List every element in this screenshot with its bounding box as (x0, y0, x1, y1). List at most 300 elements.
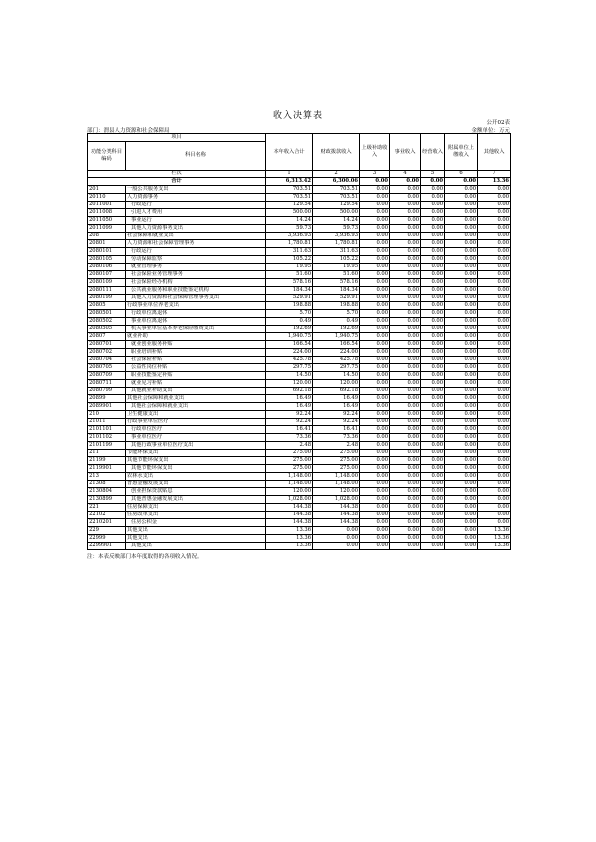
row-value: 0.00 (445, 271, 478, 279)
row-value: 0.00 (390, 217, 421, 225)
row-subject-name: 引进人才费用 (126, 209, 266, 217)
row-code: 2080702 (88, 348, 126, 356)
department-label: 部门：渭县人力资源和社会保障局 (87, 128, 170, 134)
row-value: 0.00 (360, 395, 390, 403)
row-value: 0.00 (445, 201, 478, 209)
table-row (88, 255, 511, 263)
row-value: 144.38 (313, 519, 360, 527)
row-value: 311.63 (266, 248, 313, 256)
row-value: 0.00 (421, 209, 445, 217)
row-value: 224.00 (266, 348, 313, 356)
row-value: 0.00 (445, 333, 478, 341)
row-value: 0.00 (445, 511, 478, 519)
row-value: 0.00 (360, 317, 390, 325)
row-value: 0.00 (360, 519, 390, 527)
row-subject-name: 其他支出 (126, 542, 266, 550)
row-value: 120.00 (313, 379, 360, 387)
row-subject-name: 其他行政事业单位医疗支出 (126, 441, 266, 449)
row-value: 297.75 (266, 364, 313, 372)
row-code: 21308 (88, 480, 126, 488)
row-value: 73.36 (313, 434, 360, 442)
row-value: 0.00 (421, 441, 445, 449)
total-value: 6,300.06 (313, 178, 360, 186)
row-code: 208 (88, 232, 126, 240)
row-code: 2011001 (88, 201, 126, 209)
row-value: 144.38 (266, 503, 313, 511)
row-value: 0.00 (478, 302, 511, 310)
row-value: 297.75 (313, 364, 360, 372)
row-value: 0.00 (478, 480, 511, 488)
row-value: 0.00 (421, 457, 445, 465)
row-value: 0.00 (478, 434, 511, 442)
row-code: 2080199 (88, 294, 126, 302)
row-value: 0.00 (421, 426, 445, 434)
row-subject-name: 就业补助 (126, 333, 266, 341)
total-label: 合计 (88, 178, 266, 186)
table-row (88, 441, 511, 449)
row-value: 0.00 (390, 465, 421, 473)
row-value: 0.00 (360, 364, 390, 372)
row-value: 0.00 (478, 488, 511, 496)
row-value: 692.18 (266, 387, 313, 395)
row-value: 0.00 (445, 426, 478, 434)
row-value: 500.00 (266, 209, 313, 217)
row-value: 0.00 (390, 302, 421, 310)
row-value: 0.00 (360, 449, 390, 457)
table-row (88, 403, 511, 411)
row-value: 0.00 (390, 534, 421, 542)
header-fiscal-appropriation: 财政拨款收入 (313, 134, 360, 171)
row-value: 0.00 (390, 542, 421, 550)
row-subject-name: 社会保险补贴 (126, 356, 266, 364)
row-value: 0.00 (360, 403, 390, 411)
row-subject-name: 普惠金融发展支出 (126, 480, 266, 488)
row-value: 19.95 (313, 263, 360, 271)
row-value: 0.00 (478, 217, 511, 225)
row-value: 0.00 (360, 503, 390, 511)
row-value: 0.00 (390, 193, 421, 201)
row-value: 0.00 (421, 496, 445, 504)
row-value: 0.00 (478, 465, 511, 473)
row-code: 2080705 (88, 364, 126, 372)
row-subject-name: 社会保障和就业支出 (126, 232, 266, 240)
table-row (88, 271, 511, 279)
row-code: 21199 (88, 457, 126, 465)
table-row (88, 449, 511, 457)
row-code: 2080701 (88, 341, 126, 349)
row-value: 0.00 (360, 209, 390, 217)
row-value: 0.00 (390, 418, 421, 426)
header-subject-name: 科目名称 (126, 141, 266, 170)
row-value: 0.00 (360, 201, 390, 209)
row-code: 2210201 (88, 519, 126, 527)
row-code: 2080109 (88, 279, 126, 287)
row-value: 120.00 (266, 379, 313, 387)
row-value: 578.16 (266, 279, 313, 287)
row-value: 0.00 (478, 201, 511, 209)
table-row (88, 465, 511, 473)
table-row (88, 317, 511, 325)
row-subject-name: 节能环保支出 (126, 449, 266, 457)
row-code: 221 (88, 503, 126, 511)
row-value: 0.00 (478, 271, 511, 279)
row-value: 500.00 (313, 209, 360, 217)
table-row (88, 519, 511, 527)
table-row (88, 232, 511, 240)
row-value: 0.00 (390, 496, 421, 504)
row-value: 0.00 (360, 542, 390, 550)
row-value: 0.00 (478, 209, 511, 217)
column-index: 2 (313, 170, 360, 178)
row-value: 0.00 (445, 224, 478, 232)
row-value: 0.00 (313, 527, 360, 535)
row-value: 1,148.00 (313, 480, 360, 488)
row-value: 0.00 (445, 232, 478, 240)
row-value: 92.24 (313, 418, 360, 426)
table-row (88, 224, 511, 232)
row-code: 2080105 (88, 255, 126, 263)
row-value: 0.00 (360, 441, 390, 449)
row-value: 703.51 (266, 193, 313, 201)
row-value: 144.38 (313, 503, 360, 511)
row-subject-name: 其他节能环保支出 (126, 465, 266, 473)
row-value: 275.00 (313, 449, 360, 457)
row-value: 0.00 (421, 488, 445, 496)
row-value: 0.00 (390, 379, 421, 387)
row-value: 16.41 (313, 426, 360, 434)
row-code: 2080101 (88, 248, 126, 256)
row-value: 3,936.93 (313, 232, 360, 240)
row-value: 0.00 (421, 271, 445, 279)
row-value: 0.00 (445, 441, 478, 449)
row-code: 20899 (88, 395, 126, 403)
row-code: 2130899 (88, 496, 126, 504)
row-value: 105.22 (313, 255, 360, 263)
row-code: 20801 (88, 240, 126, 248)
row-value: 224.00 (313, 348, 360, 356)
row-subject-name: 社会保险业务管理事务 (126, 271, 266, 279)
row-value: 275.00 (266, 457, 313, 465)
row-value: 16.41 (266, 426, 313, 434)
row-value: 0.00 (313, 534, 360, 542)
row-value: 0.00 (445, 418, 478, 426)
row-value: 0.00 (360, 286, 390, 294)
row-value: 0.00 (445, 255, 478, 263)
table-row (88, 302, 511, 310)
row-value: 0.00 (390, 403, 421, 411)
row-value: 0.00 (360, 193, 390, 201)
row-value: 0.00 (421, 379, 445, 387)
row-value: 192.69 (266, 325, 313, 333)
row-subject-name: 其他人力资源事务支出 (126, 224, 266, 232)
row-code: 2080799 (88, 387, 126, 395)
row-value: 0.00 (478, 496, 511, 504)
row-value: 0.00 (390, 333, 421, 341)
table-row (88, 201, 511, 209)
row-value: 0.00 (390, 372, 421, 380)
row-value: 1,780.81 (266, 240, 313, 248)
row-value: 0.00 (390, 387, 421, 395)
total-value: 0.00 (360, 178, 390, 186)
table-row (88, 364, 511, 372)
row-value: 0.00 (421, 480, 445, 488)
row-value: 1,940.75 (266, 333, 313, 341)
row-value: 1,940.75 (313, 333, 360, 341)
row-value: 0.00 (360, 457, 390, 465)
row-subject-name: 行政运行 (126, 201, 266, 209)
row-subject-name: 住房公积金 (126, 519, 266, 527)
row-value: 0.00 (421, 511, 445, 519)
row-value: 0.00 (421, 333, 445, 341)
row-value: 0.00 (445, 209, 478, 217)
row-value: 129.54 (313, 201, 360, 209)
row-value: 73.36 (266, 434, 313, 442)
row-code: 22999 (88, 534, 126, 542)
row-value: 275.00 (266, 449, 313, 457)
row-subject-name: 住房保障支出 (126, 503, 266, 511)
row-value: 0.00 (478, 364, 511, 372)
row-value: 0.00 (360, 217, 390, 225)
row-value: 529.91 (266, 294, 313, 302)
total-value: 0.00 (445, 178, 478, 186)
row-value: 3,936.93 (266, 232, 313, 240)
row-value: 275.00 (313, 465, 360, 473)
row-value: 0.00 (360, 496, 390, 504)
row-value: 14.50 (266, 372, 313, 380)
row-value: 0.00 (421, 472, 445, 480)
row-value: 120.00 (313, 488, 360, 496)
row-value: 51.60 (266, 271, 313, 279)
row-value: 0.00 (478, 240, 511, 248)
row-value: 0.00 (360, 534, 390, 542)
row-value: 0.00 (445, 302, 478, 310)
row-value: 13.36 (266, 542, 313, 550)
row-value: 703.51 (266, 186, 313, 194)
row-value: 0.00 (445, 364, 478, 372)
row-value: 0.00 (445, 186, 478, 194)
row-value: 0.00 (421, 372, 445, 380)
row-subject-name: 事业单位离退休 (126, 317, 266, 325)
row-value: 0.00 (421, 193, 445, 201)
row-value: 0.00 (390, 472, 421, 480)
row-value: 0.00 (478, 193, 511, 201)
row-value: 0.00 (478, 410, 511, 418)
row-value: 0.00 (421, 527, 445, 535)
row-value: 0.00 (390, 395, 421, 403)
row-value: 13.36 (478, 527, 511, 535)
row-code: 2080505 (88, 325, 126, 333)
row-value: 692.18 (313, 387, 360, 395)
header-project: 项目 (88, 134, 266, 142)
row-value: 0.00 (421, 317, 445, 325)
row-value: 0.00 (478, 294, 511, 302)
row-value: 0.00 (421, 503, 445, 511)
row-value: 0.00 (390, 480, 421, 488)
row-value: 0.00 (478, 224, 511, 232)
row-subject-name: 人力资源事务 (126, 193, 266, 201)
row-value: 425.78 (266, 356, 313, 364)
row-value: 0.00 (421, 434, 445, 442)
row-value: 0.00 (421, 255, 445, 263)
row-value: 0.00 (421, 449, 445, 457)
row-subject-name: 公共就业服务和职业技能鉴定机构 (126, 286, 266, 294)
row-value: 0.00 (360, 302, 390, 310)
row-code: 2011099 (88, 224, 126, 232)
row-value: 0.00 (445, 372, 478, 380)
row-value: 144.38 (313, 511, 360, 519)
row-value: 92.24 (313, 410, 360, 418)
row-value: 5.70 (313, 310, 360, 318)
row-value: 0.00 (360, 186, 390, 194)
row-value: 0.00 (390, 341, 421, 349)
footnote: 注：本表反映部门本年度取得的各项收入情况。 (87, 554, 203, 560)
row-value: 0.00 (421, 248, 445, 256)
row-value: 0.00 (390, 271, 421, 279)
row-value: 13.36 (266, 534, 313, 542)
row-value: 0.00 (360, 372, 390, 380)
row-value: 0.00 (390, 527, 421, 535)
row-subject-name: 事业运行 (126, 217, 266, 225)
row-value: 166.54 (266, 341, 313, 349)
row-value: 0.00 (421, 542, 445, 550)
row-value: 0.00 (445, 325, 478, 333)
row-value: 0.49 (313, 317, 360, 325)
row-value: 92.24 (266, 418, 313, 426)
row-code: 2299901 (88, 542, 126, 550)
row-value: 0.00 (360, 480, 390, 488)
row-subject-name: 行政运行 (126, 248, 266, 256)
row-subject-name: 劳动保障监察 (126, 255, 266, 263)
row-value: 0.00 (445, 488, 478, 496)
row-code: 210 (88, 410, 126, 418)
row-code: 2119901 (88, 465, 126, 473)
amount-unit: 金额单位：万元 (471, 128, 510, 134)
row-value: 0.00 (360, 379, 390, 387)
row-subject-name: 就业创业服务补贴 (126, 341, 266, 349)
row-value: 2.48 (266, 441, 313, 449)
row-value: 0.00 (445, 496, 478, 504)
row-value: 13.36 (478, 534, 511, 542)
row-value: 0.00 (421, 325, 445, 333)
row-code: 2130804 (88, 488, 126, 496)
row-value: 0.00 (360, 426, 390, 434)
row-value: 0.00 (478, 395, 511, 403)
row-subject-name: 行政事业单位医疗 (126, 418, 266, 426)
row-value: 275.00 (266, 465, 313, 473)
row-value: 0.00 (478, 263, 511, 271)
column-index: 1 (266, 170, 313, 178)
row-value: 703.51 (313, 193, 360, 201)
row-value: 0.00 (478, 248, 511, 256)
row-code: 2011008 (88, 209, 126, 217)
column-index: 6 (445, 170, 478, 178)
total-value: 6,313.42 (266, 178, 313, 186)
row-value: 0.00 (360, 232, 390, 240)
row-value: 0.00 (390, 441, 421, 449)
row-value: 0.00 (445, 217, 478, 225)
row-value: 578.16 (313, 279, 360, 287)
row-value: 0.00 (390, 224, 421, 232)
row-value: 5.70 (266, 310, 313, 318)
row-value: 59.73 (313, 224, 360, 232)
row-subject-name: 其他人力资源和社会保障管理事务支出 (126, 294, 266, 302)
row-value: 0.00 (421, 348, 445, 356)
table-row (88, 488, 511, 496)
table-row (88, 426, 511, 434)
row-value: 0.00 (390, 186, 421, 194)
row-value: 0.00 (360, 511, 390, 519)
row-value: 0.00 (445, 387, 478, 395)
column-index: 4 (390, 170, 421, 178)
row-value: 0.00 (390, 434, 421, 442)
table-row (88, 503, 511, 511)
row-value: 0.00 (390, 511, 421, 519)
row-value: 0.00 (421, 279, 445, 287)
row-value: 16.49 (313, 395, 360, 403)
row-value: 0.00 (478, 232, 511, 240)
row-value: 529.91 (313, 294, 360, 302)
row-subject-name: 一般公共服务支出 (126, 186, 266, 194)
row-value: 0.00 (421, 534, 445, 542)
row-subject-name: 行政事业单位养老支出 (126, 302, 266, 310)
row-value: 0.00 (445, 294, 478, 302)
row-value: 0.00 (390, 201, 421, 209)
row-value: 0.00 (421, 232, 445, 240)
row-value: 0.00 (360, 310, 390, 318)
row-value: 0.00 (390, 286, 421, 294)
row-value: 0.00 (360, 263, 390, 271)
header-affiliated-income: 附属单位上缴收入 (445, 134, 478, 171)
table-row (88, 325, 511, 333)
row-code: 2011050 (88, 217, 126, 225)
table-row (88, 348, 511, 356)
row-subject-name: 其他普惠金融发展支出 (126, 496, 266, 504)
row-value: 0.00 (390, 294, 421, 302)
row-value: 0.00 (478, 387, 511, 395)
row-value: 14.50 (313, 372, 360, 380)
table-row (88, 248, 511, 256)
row-value: 0.00 (390, 248, 421, 256)
row-value: 0.00 (445, 286, 478, 294)
row-value: 0.00 (478, 403, 511, 411)
row-value: 0.00 (478, 426, 511, 434)
row-value: 198.88 (313, 302, 360, 310)
row-value: 0.00 (390, 255, 421, 263)
column-index: 7 (478, 170, 511, 178)
row-value: 0.00 (390, 317, 421, 325)
row-subject-name: 创业担保贷款贴息 (126, 488, 266, 496)
row-value: 0.00 (313, 542, 360, 550)
row-value: 0.00 (445, 519, 478, 527)
table-row (88, 472, 511, 480)
row-code: 20805 (88, 302, 126, 310)
table-row (88, 418, 511, 426)
row-value: 0.00 (360, 248, 390, 256)
table-row (88, 333, 511, 341)
row-code: 2101101 (88, 426, 126, 434)
row-value: 0.00 (445, 457, 478, 465)
row-value: 0.00 (445, 410, 478, 418)
row-value: 0.00 (478, 325, 511, 333)
table-row (88, 286, 511, 294)
row-value: 0.49 (266, 317, 313, 325)
row-code: 2089901 (88, 403, 126, 411)
row-value: 0.00 (421, 224, 445, 232)
row-value: 0.00 (478, 286, 511, 294)
row-value: 0.00 (478, 519, 511, 527)
row-subject-name: 卫生健康支出 (126, 410, 266, 418)
table-row (88, 387, 511, 395)
